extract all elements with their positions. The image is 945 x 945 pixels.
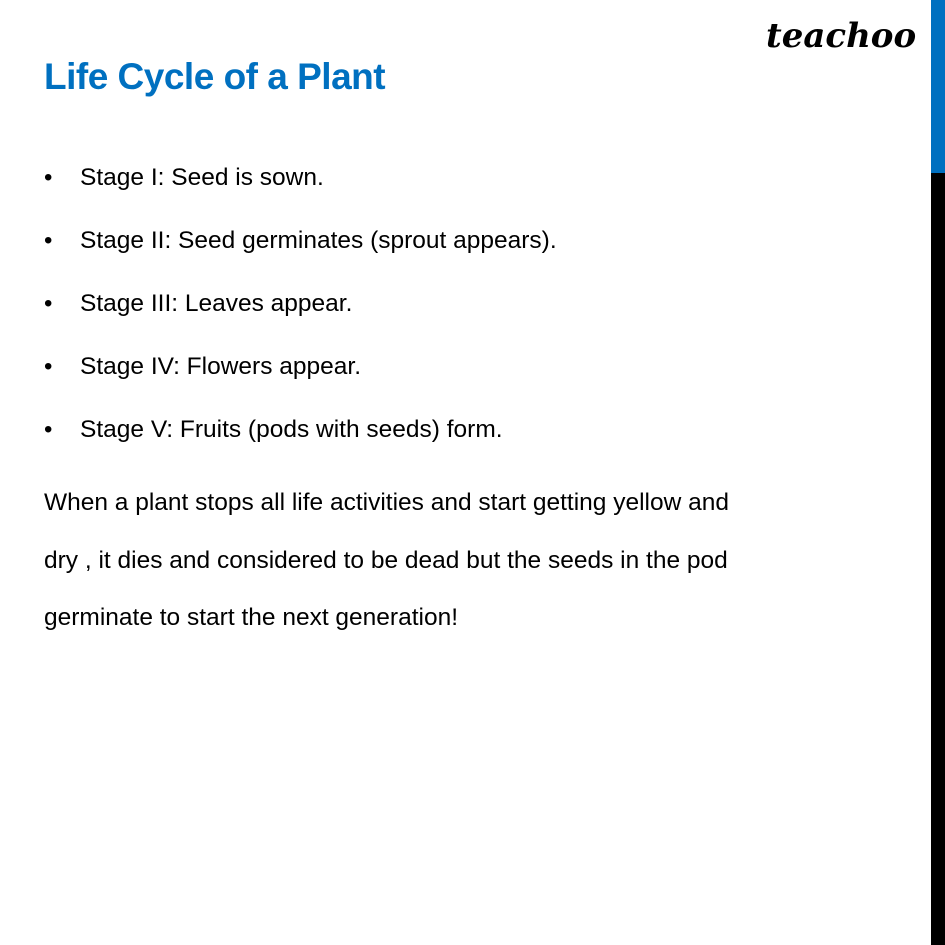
stage-text: Stage I: Seed is sown.: [80, 164, 324, 191]
stage-text: Stage II: Seed germinates (sprout appears).: [80, 227, 557, 254]
bullet-icon: •: [44, 227, 53, 254]
paragraph-line: germinate to start the next generation!: [44, 604, 459, 631]
bullet-icon: •: [44, 416, 53, 443]
paragraph-line: dry , it dies and considered to be dead but the seeds in the pod: [44, 546, 728, 574]
side-accent-bar-blue: [931, 0, 945, 173]
stage-text: Stage IV: Flowers appear.: [80, 353, 361, 380]
stage-text: Stage V: Fruits (pods with seeds) form.: [80, 416, 503, 443]
list-item: [44, 286, 557, 349]
slide-title: Life Cycle of a Plant: [44, 56, 386, 97]
conclusion-paragraph: [44, 474, 884, 647]
bullet-icon: •: [44, 290, 53, 317]
side-accent-bar-black: [931, 173, 945, 945]
stage-text: Stage III: Leaves appear.: [80, 290, 353, 317]
paragraph-line: When a plant stops all life activities and start getting yellow and: [44, 489, 730, 516]
list-item: [44, 412, 557, 475]
list-item: [44, 349, 557, 412]
bullet-icon: •: [44, 353, 53, 380]
stage-list: [44, 160, 557, 475]
bullet-icon: •: [44, 164, 53, 191]
list-item: [44, 223, 557, 286]
teachoo-logo: teachoo: [766, 16, 917, 56]
list-item: [44, 160, 557, 223]
